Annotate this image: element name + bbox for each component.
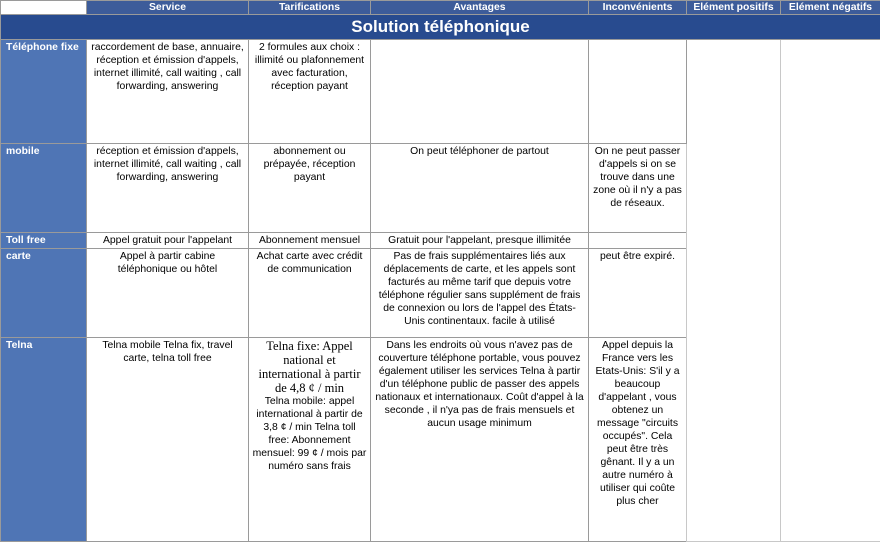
header-avantages: Avantages (371, 1, 589, 15)
header-row (1, 1, 880, 15)
cell-inconvenients (589, 233, 687, 249)
header-negatifs: Elément négatifs (781, 1, 880, 15)
header-service: Service (87, 1, 249, 15)
cell-avantages: Dans les endroits où vous n'avez pas de couverture téléphone portable, vous pouvez également utiliser les services Telna à partir d'un téléphone public de passer des appels nationaux et internationaux. Coût d'appel à la seconde , il n'ya pas de frais mensuels et aucun usage minimum (371, 338, 589, 542)
cell-avantages: On peut téléphoner de partout (371, 144, 589, 233)
cell-negatifs (781, 40, 880, 542)
row-label-carte: carte (1, 249, 87, 338)
row-label-toll-free: Toll free (1, 233, 87, 249)
cell-inconvenients (589, 40, 687, 144)
cell-service: Appel à partir cabine téléphonique ou hôtel (87, 249, 249, 338)
header-positifs: Elément positifs (687, 1, 781, 15)
header-blank-cell (1, 1, 87, 15)
cell-service: raccordement de base, annuaire, réception et émission d'appels, internet illimité, call waiting , call forwarding, answering (87, 40, 249, 144)
row-label-telephone-fixe: Téléphone fixe (1, 40, 87, 144)
cell-positifs (687, 40, 781, 542)
cell-avantages (371, 40, 589, 144)
cell-inconvenients: Appel depuis la France vers les Etats-Unis: S'il y a beaucoup d'appelant , vous obtenez un message "circuits occupés". Cela peut être très gênant. Il y a un autre numéro à utiliser qui coûte plus cher (589, 338, 687, 542)
cell-inconvenients: On ne peut passer d'appels si on se trouve dans une zone où il n'y a pas de réseaux. (589, 144, 687, 233)
cell-inconvenients: peut être expiré. (589, 249, 687, 338)
cell-tarification: Abonnement mensuel (249, 233, 371, 249)
cell-service: Appel gratuit pour l'appelant (87, 233, 249, 249)
cell-tarification: 2 formules aux choix : illimité ou plafonnement avec facturation, réception payant (249, 40, 371, 144)
row-label-telna: Telna (1, 338, 87, 542)
table-row (1, 40, 880, 144)
header-inconvenients: Inconvénients (589, 1, 687, 15)
row-label-mobile: mobile (1, 144, 87, 233)
cell-tarification (249, 338, 371, 542)
tarification-telna-other: Telna mobile: appel international à partir de 3,8 ¢ / min Telna toll free: Abonnement mensuel: 99 ¢ / mois par numéro sans frais (252, 395, 367, 473)
title-row (1, 15, 880, 40)
tarification-telna-fixe: Telna fixe: Appel national et international à partir de 4,8 ¢ / min (258, 339, 360, 395)
cell-tarification: Achat carte avec crédit de communication (249, 249, 371, 338)
cell-avantages: Gratuit pour l'appelant, presque illimitée (371, 233, 589, 249)
cell-avantages: Pas de frais supplémentaires liés aux déplacements de carte, et les appels sont facturés au même tarif que depuis votre téléphone régulier sans supplément de frais de connexion ou lors de l'appel des États-Unis continentaux. facile à utilisé (371, 249, 589, 338)
cell-tarification: abonnement ou prépayée, réception payant (249, 144, 371, 233)
table-title: Solution téléphonique (1, 15, 880, 40)
header-tarifications: Tarifications (249, 1, 371, 15)
cell-service: Telna mobile Telna fix, travel carte, telna toll free (87, 338, 249, 542)
cell-service: réception et émission d'appels, internet illimité, call waiting , call forwarding, answering (87, 144, 249, 233)
